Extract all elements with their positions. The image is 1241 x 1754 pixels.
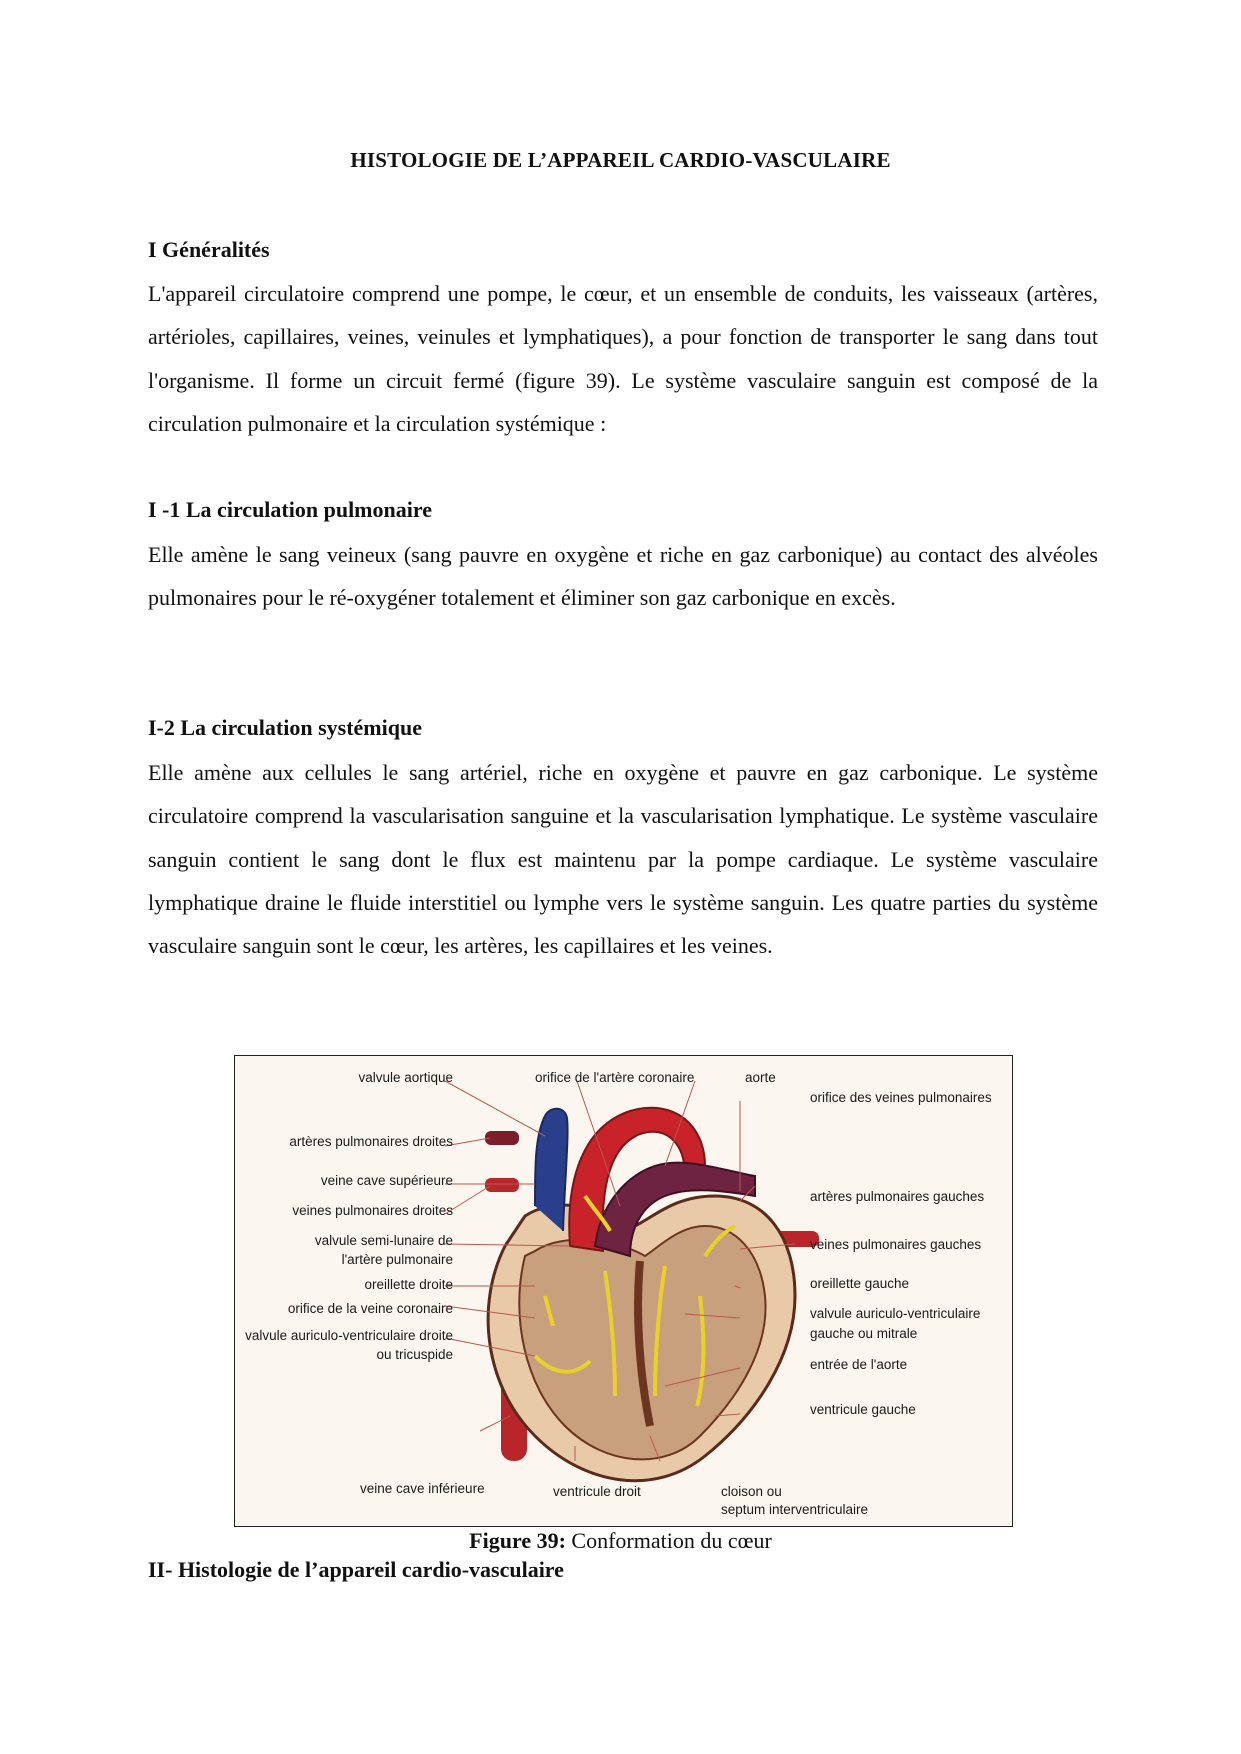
label-ventricule-gauche: ventricule gauche — [810, 1402, 916, 1417]
heart-illustration — [485, 1108, 819, 1481]
label-veines-pulmonaires-gauches: veines pulmonaires gauches — [810, 1237, 982, 1252]
section-heading-circulation-systemique: I-2 La circulation systémique — [148, 715, 422, 740]
paragraph-generalites: L'appareil circulatoire comprend une pompe, le cœur, et un ensemble de conduits, les vaisseaux (artères, artérioles, capillaires, veines, veinules et lymphatiques), a pour fonction de transporter le sang dans tout l'organisme. Il forme un circuit fermé (figure 39). Le système vasculaire sanguin est composé de la circulation pulmonaire et la circulation systémique : — [148, 281, 1098, 436]
figure-caption — [0, 1528, 1241, 1554]
label-valvule-mitrale: valvule auriculo-ventriculaire — [810, 1306, 981, 1321]
label-ou-tricuspide: ou tricuspide — [376, 1347, 453, 1362]
right-pulmonary-artery-stub — [485, 1131, 519, 1145]
label-oreillette-droite: oreillette droite — [364, 1277, 453, 1292]
label-orifice-veines-pulmonaires: orifice des veines pulmonaires — [810, 1090, 992, 1105]
label-arteres-pulmonaires-gauches: artères pulmonaires gauches — [810, 1189, 985, 1204]
label-entree-aorte: entrée de l'aorte — [810, 1357, 908, 1372]
heart-diagram-figure — [234, 1055, 1013, 1527]
paragraph-circulation-pulmonaire: Elle amène le sang veineux (sang pauvre en oxygène et riche en gaz carbonique) au contact des alvéoles pulmonaires pour le ré-oxygéner totalement et éliminer son gaz carbonique en excès. — [148, 542, 1098, 611]
section-heading-circulation-pulmonaire: I -1 La circulation pulmonaire — [148, 497, 432, 522]
label-valvule-tricuspide: valvule auriculo-ventriculaire droite — [245, 1328, 453, 1343]
label-veine-cave-superieure: veine cave supérieure — [320, 1173, 453, 1188]
figure-caption-label: Figure 39: — [469, 1528, 566, 1553]
document-title: HISTOLOGIE DE L’APPAREIL CARDIO-VASCULAIRE — [350, 148, 891, 172]
label-oreillette-gauche: oreillette gauche — [810, 1276, 910, 1291]
right-pulmonary-vein-stub — [485, 1178, 519, 1192]
heart-diagram — [235, 1056, 1011, 1525]
label-veines-pulmonaires-droites: veines pulmonaires droites — [292, 1203, 453, 1218]
paragraph-circulation-systemique: Elle amène aux cellules le sang artériel, riche en oxygène et pauvre en gaz carbonique. Le système circulatoire comprend la vascularisation sanguine et la vascularisation lymphatique. Le système vasculaire sanguin contient le sang dont le flux est maintenu par la pompe cardiaque. Le système vasculaire lymphatique draine le fluide interstitiel ou lymphe vers le système sanguin. Les quatre parties du système vasculaire sanguin sont le cœur, les artères, les capillaires et les veines. — [148, 760, 1098, 959]
label-aorte: aorte — [745, 1070, 776, 1085]
figure-caption-text: Conformation du cœur — [565, 1528, 772, 1553]
label-septum-interventriculaire: septum interventriculaire — [721, 1502, 869, 1517]
section-heading-histologie: II- Histologie de l’appareil cardio-vasculaire — [148, 1557, 564, 1582]
section-heading-generalites: I Généralités — [148, 237, 270, 262]
label-valvule-semi-lunaire: valvule semi-lunaire de — [314, 1233, 453, 1248]
label-orifice-veine-coronaire: orifice de la veine coronaire — [287, 1301, 453, 1316]
label-veine-cave-inferieure: veine cave inférieure — [360, 1481, 485, 1496]
label-artere-pulmonaire: l'artère pulmonaire — [341, 1252, 453, 1267]
label-ventricule-droit: ventricule droit — [553, 1484, 641, 1499]
label-valvule-aortique: valvule aortique — [358, 1070, 453, 1085]
label-cloison: cloison ou — [721, 1484, 782, 1499]
label-arteres-pulmonaires-droites: artères pulmonaires droites — [289, 1134, 453, 1149]
label-gauche-ou-mitrale: gauche ou mitrale — [810, 1326, 918, 1341]
label-orifice-artere-coronaire: orifice de l'artère coronaire — [535, 1070, 695, 1085]
